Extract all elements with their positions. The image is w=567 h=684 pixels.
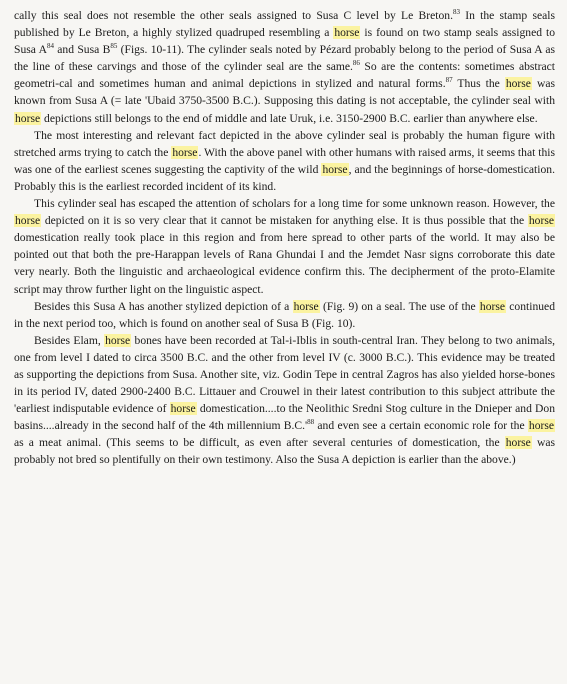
document-page [14, 7, 555, 469]
text-run: is found on two stamp seals assigned to Susa A [14, 26, 555, 57]
highlighted-word: horse [505, 77, 531, 91]
footnote-marker: 86 [352, 59, 360, 68]
text-run: This cylinder seal has escaped the attention of scholars for a long time for some unknown reason. However, the [34, 197, 555, 211]
text-run: So are the contents: sometimes abstract geometri-cal and sometimes human and animal depictions in stylized and natural forms. [14, 60, 555, 91]
paragraph [14, 195, 555, 298]
highlighted-word: horse [528, 214, 554, 228]
text-run: was probably not bred so plentifully on their own testimony. Also the Susa A depiction is earlier than the above.) [14, 436, 555, 467]
text-run: depicted on it is so very clear that it cannot be mistaken for anything else. It is thus possible that the [41, 214, 528, 228]
footnote-marker: 87 [445, 76, 453, 85]
highlighted-word: horse [170, 402, 196, 416]
paragraph [14, 298, 555, 332]
highlighted-word: horse [528, 419, 555, 433]
text-run: The most interesting and relevant fact depicted in the above cylinder seal is probably the human figure with stretched arms trying to catch the [14, 128, 555, 159]
paragraph [14, 7, 555, 127]
highlighted-word: horse [105, 333, 131, 347]
text-run: depictions still belongs to the end of middle and late Uruk, i.e. 3150-2900 B.C. earlier than anywhere else. [41, 111, 538, 125]
text-run: cally this seal does not resemble the other seals assigned to Susa C level by Le Breton. [14, 9, 453, 22]
footnote-marker: 85 [110, 42, 118, 51]
highlighted-word: horse [15, 111, 41, 125]
text-run: was known from Susa A (= late 'Ubaid 3750-3500 B.C.). Supposing this dating is not acceptable, the cylinder seal with [14, 77, 556, 108]
footnote-marker: 88 [307, 418, 315, 427]
text-run: Thus the [452, 77, 505, 91]
text-run: as a meat animal. (This seems to be difficult, as even after several centuries of domestication, the [14, 436, 505, 450]
text-run: In the stamp seals published by Le Breton, a highly stylized quadruped resembling a [14, 9, 555, 40]
highlighted-word: horse [505, 436, 531, 450]
highlighted-word: horse [479, 299, 506, 313]
footnote-marker: 83 [452, 8, 460, 17]
text-run: domestication....to the Neolithic Sredni Stog culture in the Dnieper and Don basins....already in the second half of the 4th millennium B.C.' [14, 402, 555, 433]
highlighted-word: horse [293, 299, 319, 313]
highlighted-word: horse [322, 162, 348, 176]
text-run: Besides this Susa A has another stylized depiction of a [34, 299, 293, 313]
text-run: continued in the next period too, which is found on another seal of Susa B (Fig. 10). [14, 299, 556, 330]
text-run: bones have been recorded at Tal-i-Iblis in south-central Iran. They belong to two animals, one from level I dated to circa 3500 B.C. and the other from level IV (c. 3000 B.C.). This evidence may be treated as supporting the depictions from Susa. Another site, viz. Godin Tepe in central Zagros has also yielded horse-bones in its period IV, dated 2900-2400 B.C. Littauer and Crouwel in their latest contribution to this subject attribute the 'earliest indisputable evidence of [14, 333, 556, 416]
text-run: and Susa B [53, 43, 111, 57]
paragraph [14, 127, 555, 195]
footnote-marker: 84 [46, 42, 54, 51]
highlighted-word: horse [172, 145, 198, 159]
text-run: . With the above panel with other humans with raised arms, it seems that this was one of the earliest scenes suggesting the captivity of the wild [14, 145, 555, 176]
text-run: Besides Elam, [34, 333, 105, 347]
text-run: (Fig. 9) on a seal. The use of the [319, 299, 479, 313]
highlighted-word: horse [334, 26, 360, 40]
text-run: domestication really took place in this region and from here spread to other parts of the world. It may also be pointed out that both the pre-Harappan levels of Rana Ghundai I and the Jemdet Nasr signs corroborate this date very nearly. Both the linguistic and archaeological evidence confirm this. The decipherment of the proto-Elamite script may throw further light on the linguistic aspect. [14, 231, 555, 296]
paragraph [14, 332, 555, 469]
text-run: (Figs. 10-11). The cylinder seals noted by Pézard probably belong to the period of Susa A as the line of these carvings and those of the cylinder seal are the same. [14, 43, 555, 74]
text-run: and even see a certain economic role for the [314, 419, 528, 433]
text-run: , and the beginnings of horse-domestication. Probably this is the earliest recorded incident of its kind. [14, 162, 555, 193]
highlighted-word: horse [15, 214, 41, 228]
